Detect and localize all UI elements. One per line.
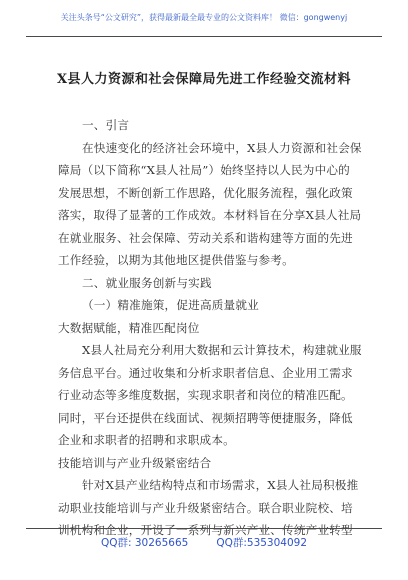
section-heading-intro: 一、引言 [82, 118, 130, 132]
footer-qq-group-1: QQ群: 30265665 [100, 537, 189, 549]
header-divider [26, 36, 382, 37]
body-line: 动职业技能培训与产业升级紧密结合。联合职业院校、培 [58, 500, 353, 515]
body-line: 落实，取得了显著的工作成效。本材料旨在分享X县人社局 [58, 208, 362, 222]
body-line: 障局（以下简称“X县人社局”）始终坚持以人民为中心的 [58, 163, 350, 177]
body-line: 针对X县产业结构特点和市场需求，X县人社局积极推 [82, 478, 359, 492]
item-heading: 技能培训与产业升级紧密结合 [58, 455, 212, 470]
body-line: 在快速变化的经济社会环境中，X县人力资源和社会保 [82, 140, 362, 155]
item-heading: 大数据赋能，精准匹配岗位 [58, 320, 200, 335]
body-line: 企业和求职者的招聘和求职成本。 [58, 433, 235, 447]
body-line: 发展思想，不断创新工作思路，优化服务流程，强化政策 [58, 185, 353, 200]
body-line: 训机构和企业，开设了一系列与新兴产业、传统产业转型 [58, 523, 353, 537]
body-line: 工作经验，以期为其他地区提供借鉴与参考。 [58, 253, 294, 267]
section-heading-employment: 二、就业服务创新与实践 [82, 275, 212, 290]
document-title: X县人力资源和社会保障局先进工作经验交流材料 [56, 72, 352, 87]
footer-qq-group-2: QQ群:535304092 [216, 537, 308, 549]
body-line: 务信息平台。通过收集和分析求职者信息、企业用工需求 [58, 365, 353, 380]
body-line: X县人社局充分利用大数据和云计算技术，构建就业服 [82, 343, 362, 357]
document-body [58, 114, 362, 542]
body-line: 在就业服务、社会保障、劳动关系和谐构建等方面的先进 [58, 230, 353, 245]
body-line: 行业动态等多维度数据，实现求职者和岗位的精准匹配。 [58, 388, 353, 402]
header-banner: 关注头条号“公文研究”，获得最新最全最专业的公文资料库！ 微信：gongwenyj [60, 13, 348, 22]
footer-divider [26, 528, 382, 529]
subsection-heading: （一）精准施策，促进高质量就业 [82, 298, 259, 312]
footer-contacts [0, 535, 408, 550]
body-line: 同时，平台还提供在线面试、视频招聘等便捷服务，降低 [58, 410, 353, 425]
